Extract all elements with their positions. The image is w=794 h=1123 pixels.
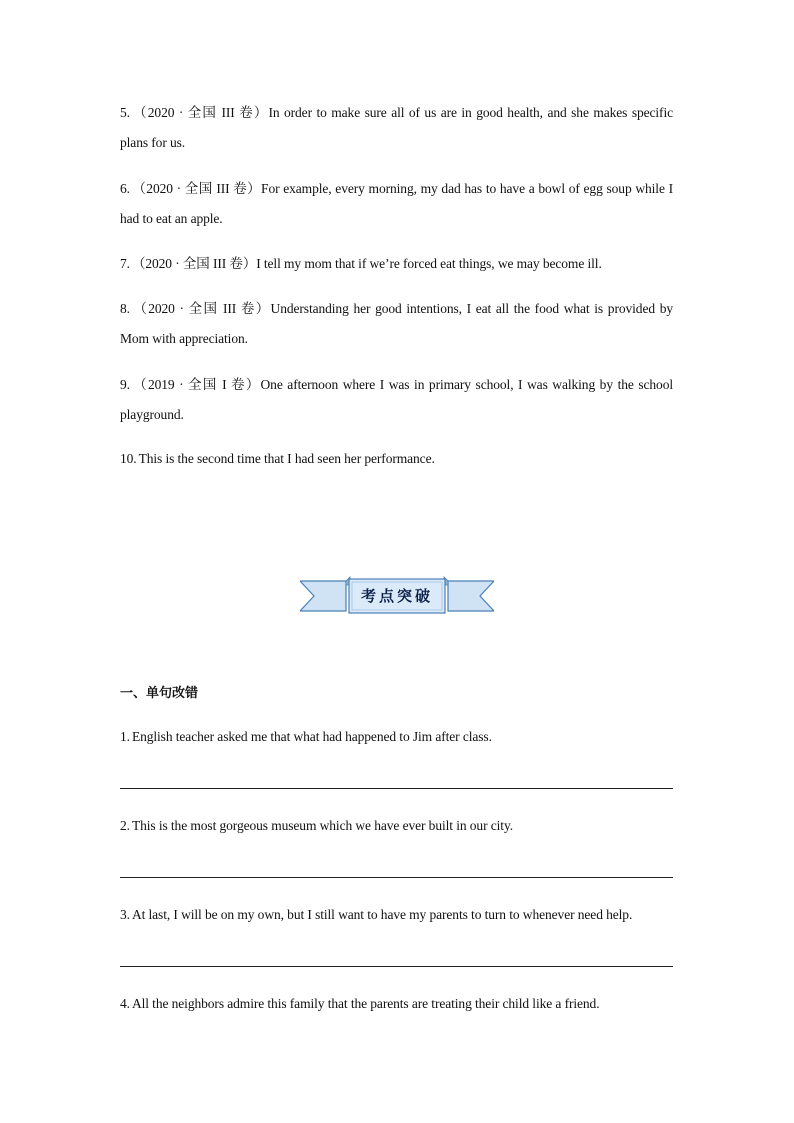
question-number: 6. [120, 181, 130, 196]
question-text: （2020 · 全国 III 卷）For example, every morning, my dad has to have a bowl of egg soup while I had to eat an apple. [120, 181, 673, 226]
question-number: 10. [120, 451, 137, 466]
question-text: This is the most gorgeous museum which we have ever built in our city. [131, 818, 513, 833]
question-text: （2019 · 全国 I 卷）One afternoon where I was in primary school, I was walking by the school playground. [120, 377, 673, 422]
question-number: 3. [120, 907, 130, 922]
answer-line[interactable] [120, 966, 673, 967]
question-text: English teacher asked me that what had happened to Jim after class. [131, 729, 492, 744]
section-title: 一、单句改错 [120, 686, 199, 701]
question-5 [120, 98, 673, 158]
question-text: All the neighbors admire this family that the parents are treating their child like a friend. [131, 996, 600, 1011]
answer-line[interactable] [120, 877, 673, 878]
question-text: （2020 · 全国 III 卷）I tell my mom that if we’re forced eat things, we may become ill. [131, 256, 602, 271]
question-10 [120, 444, 673, 474]
question-number: 7. [120, 256, 130, 271]
exercise-4 [120, 989, 673, 1019]
exercise-1 [120, 722, 673, 752]
answer-line[interactable] [120, 788, 673, 789]
question-number: 2. [120, 818, 130, 833]
question-number: 8. [120, 301, 130, 316]
question-7 [120, 249, 673, 279]
question-8 [120, 294, 673, 354]
section-banner [300, 575, 494, 617]
question-number: 9. [120, 377, 130, 392]
question-6 [120, 174, 673, 234]
question-number: 5. [120, 105, 130, 120]
question-text: （2020 · 全国 III 卷）Understanding her good intentions, I eat all the food what is provided by Mom with appreciation. [120, 301, 673, 346]
question-text: （2020 · 全国 III 卷）In order to make sure all of us are in good health, and she makes specific plans for us. [120, 105, 673, 150]
exercise-3 [120, 900, 673, 930]
question-text: This is the second time that I had seen her performance. [138, 451, 435, 466]
banner-label: 考点突破 [360, 587, 433, 605]
question-number: 1. [120, 729, 130, 744]
question-text: At last, I will be on my own, but I still want to have my parents to turn to whenever need help. [131, 907, 633, 922]
question-9 [120, 370, 673, 430]
exercise-2 [120, 811, 673, 841]
question-number: 4. [120, 996, 130, 1011]
